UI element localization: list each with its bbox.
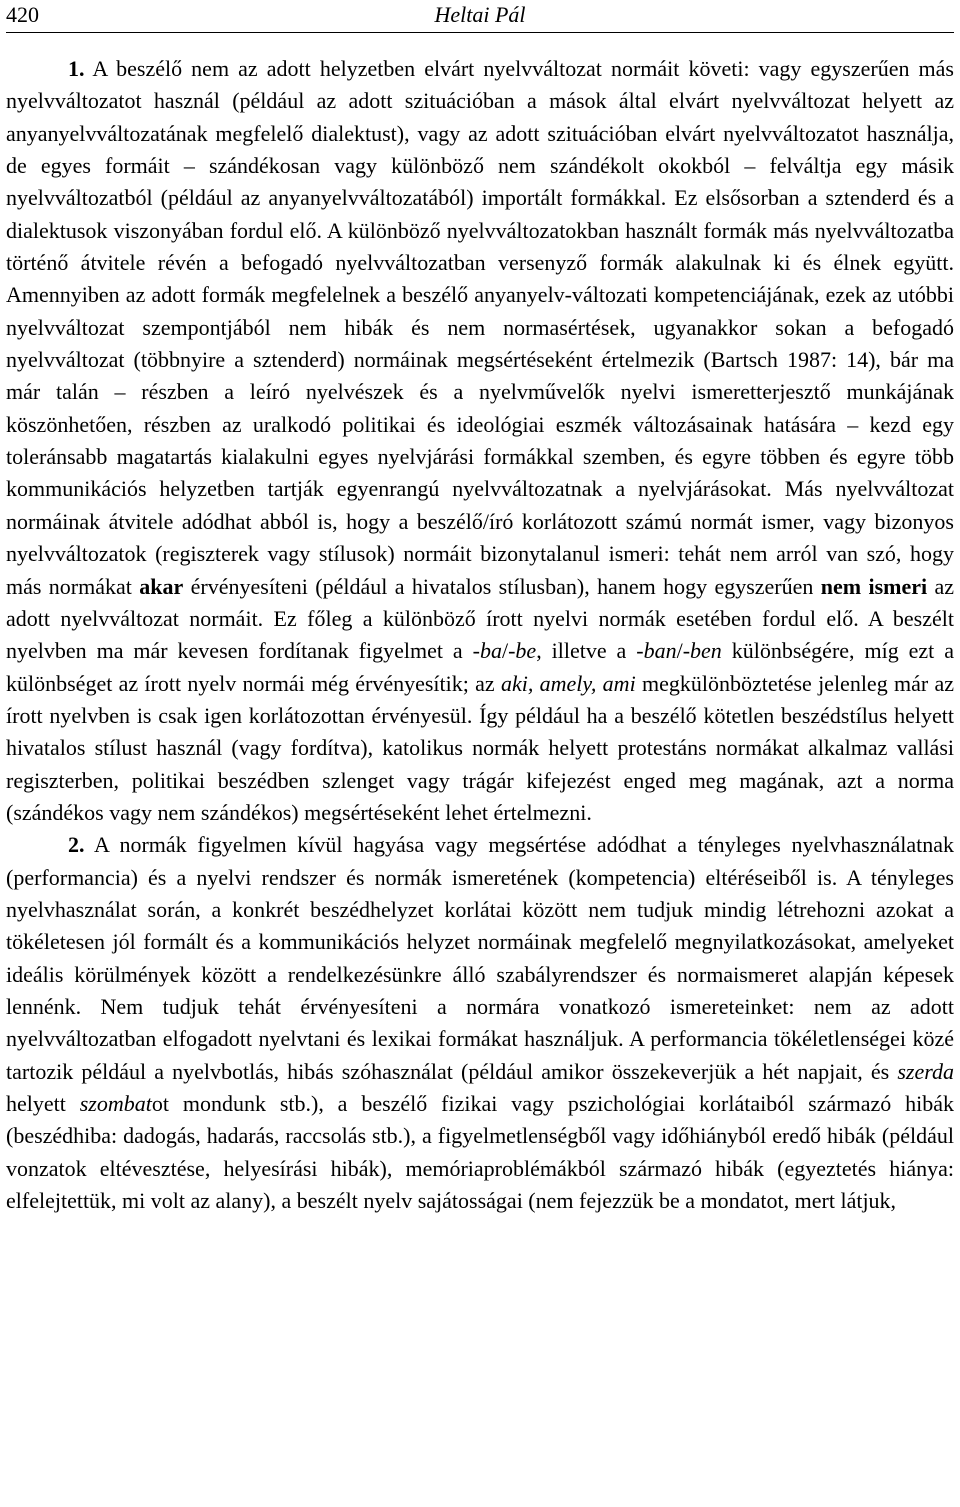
running-header — [6, 0, 954, 33]
italic-term: szerda — [897, 1058, 954, 1084]
italic-term: ben — [690, 638, 722, 664]
paragraph-2 — [6, 829, 954, 1217]
text-run: /- — [501, 638, 516, 664]
paragraph-1 — [6, 53, 954, 829]
text-run: A normák figyelmen kívül hagyása vagy megsértése adódhat a tényleges nyelvhasználatnak (performancia) és a nyelvi rendszer és normák ismeretének (kompetencia) eltéréseiből is. A tényleges nyelvhasználat során, a konkrét beszédhelyzet korlátai között nem tudjuk mindig létrehozni azokat a tökéletesen jól formált és a kommunikációs helyzet normáinak megfelelő megnyilatkozásokat, amelyeket ideális körülmények között a rendelkezésünkre álló szabályrendszer és normaismeret alapján képesek lennénk. Nem tudjuk tehát érvényesíteni a normára vonatkozó ismereteinket: nem az adott nyelvváltozatban elfogadott nyelvtani és lexikai formákat használjuk. A performancia tökéletlenségei közé tartozik például a nyelvbotlás, hibás szóhasználat (például amikor összekeverjük a hét napjait, és — [6, 832, 954, 1084]
text-run: az adott nyelvváltozat normáit. Ez főleg a különböző írott nyelvi normák esetében fordul elő. A beszélt nyelvben ma már kevesen fordítanak figyelmet a - — [6, 573, 955, 664]
text-run: /- — [676, 638, 691, 664]
italic-term: be — [515, 638, 537, 664]
bold-emphasis: akar — [139, 573, 184, 599]
italic-term: ban — [643, 638, 677, 664]
text-run: különbségére, míg ezt a különbséget az írott nyelv normái még érvényesítik; az — [6, 638, 954, 696]
paragraph-text — [6, 56, 954, 825]
running-title: Heltai Pál — [434, 2, 526, 27]
italic-term: szombat — [79, 1091, 152, 1116]
text-run: megkülönböztetése jelenleg már az írott nyelvben is csak igen korlátozottan érvényesül. Így például ha a beszélő kötetlen beszédstílus helyett hivatalos stílust használ (vagy fordítva), katolikus normák helyett protestáns normákat alkalmaz vallási regiszterben, politikai beszédben szlenget vagy trágár kifejezést enged meg magának, azt a norma (szándékos vagy nem szándékos) megsértéseként lehet értelmezni. — [6, 670, 954, 825]
body-text — [6, 53, 954, 1217]
text-run: , illetve a - — [536, 638, 644, 664]
document-page — [6, 0, 954, 1217]
italic-term: aki, amely, ami — [500, 670, 636, 696]
italic-term: ba — [479, 638, 502, 664]
bold-emphasis: nem ismeri — [820, 573, 928, 599]
text-run: A beszélő nem az adott helyzetben elvárt nyelvváltozat normáit követi: vagy egyszerűen más nyelvváltozatot használ (például az adott szituációban a mások által elvárt nyelvváltozat helyett az anyanyelvváltozatának megfelelő dialektust), vagy az adott szituációban elvárt nyelvváltozatot használja, de egyes formáit – szándékosan vagy különböző nem szándékolt okokból – felváltja egy másik nyelvváltozatból (például az anyanyelvváltozatából) importált formákkal. Ez elsősorban a sztenderd és a dialektusok viszonyában fordul elő. A különböző nyelvváltozatokban használt formák más nyelvváltozatba történő átvitele révén a befogadó nyelvváltozatban versenyző formák alakulnak ki és élnek együtt. Amennyiben az adott formák megfelelnek a beszélő anyanyelv-változati kompetenciájának, ezek az utóbbi nyelvváltozat szempontjából nem hibák és nem normasértések, ugyanakkor sokan a befogadó nyelvváltozat (többnyire a sztenderd) normáinak megsértéseként értelmezik (Bartsch 1987: 14), bár ma már talán – részben a leíró nyelvészek és a nyelvművelők nyelvi ismeretterjesztő munkájának köszönhetően, részben az uralkodó politikai és ideológiai eszmék változásainak hatására – kezd egy toleránsabb magatartás kialakulni egyes nyelvjárási formákkal szemben, és egyre többen és egyre több kommunikációs helyzetben tartják egyenrangú nyelvváltozatnak a nyelvjárásokat. Más nyelvváltozat normáinak átvitele adódhat abból is, hogy a beszélő/író korlátozott számú normát ismer, vagy bizonyos nyelvváltozatok (regiszterek vagy stílusok) normáit bizonytalanul ismeri: tehát nem arról van szó, hogy más normákat — [6, 56, 954, 599]
page-number: 420 — [6, 2, 39, 27]
paragraph-text — [6, 832, 954, 1213]
paragraph-number: 2. — [68, 832, 85, 858]
paragraph-number: 1. — [68, 56, 85, 81]
text-run: érvényesíteni (például a hivatalos stílusban), hanem hogy egyszerűen — [183, 573, 821, 599]
text-run: ot mondunk stb.), a beszélő fizikai vagy pszichológiai korlátaiból származó hibák (beszédhiba: dadogás, hadarás, raccsolás stb.), a figyelmetlenségből vagy időhiányból eredő hibák (például vonzatok eltévesztése, helyesírási hibák), memóriaproblémákból származó hibák (egyeztetés hiánya: elfelejtettük, mi volt az alany), a beszélt nyelv sajátosságai (nem fejezzük be a mondatot, mert látjuk, — [6, 1091, 954, 1214]
text-run: helyett — [6, 1091, 80, 1116]
